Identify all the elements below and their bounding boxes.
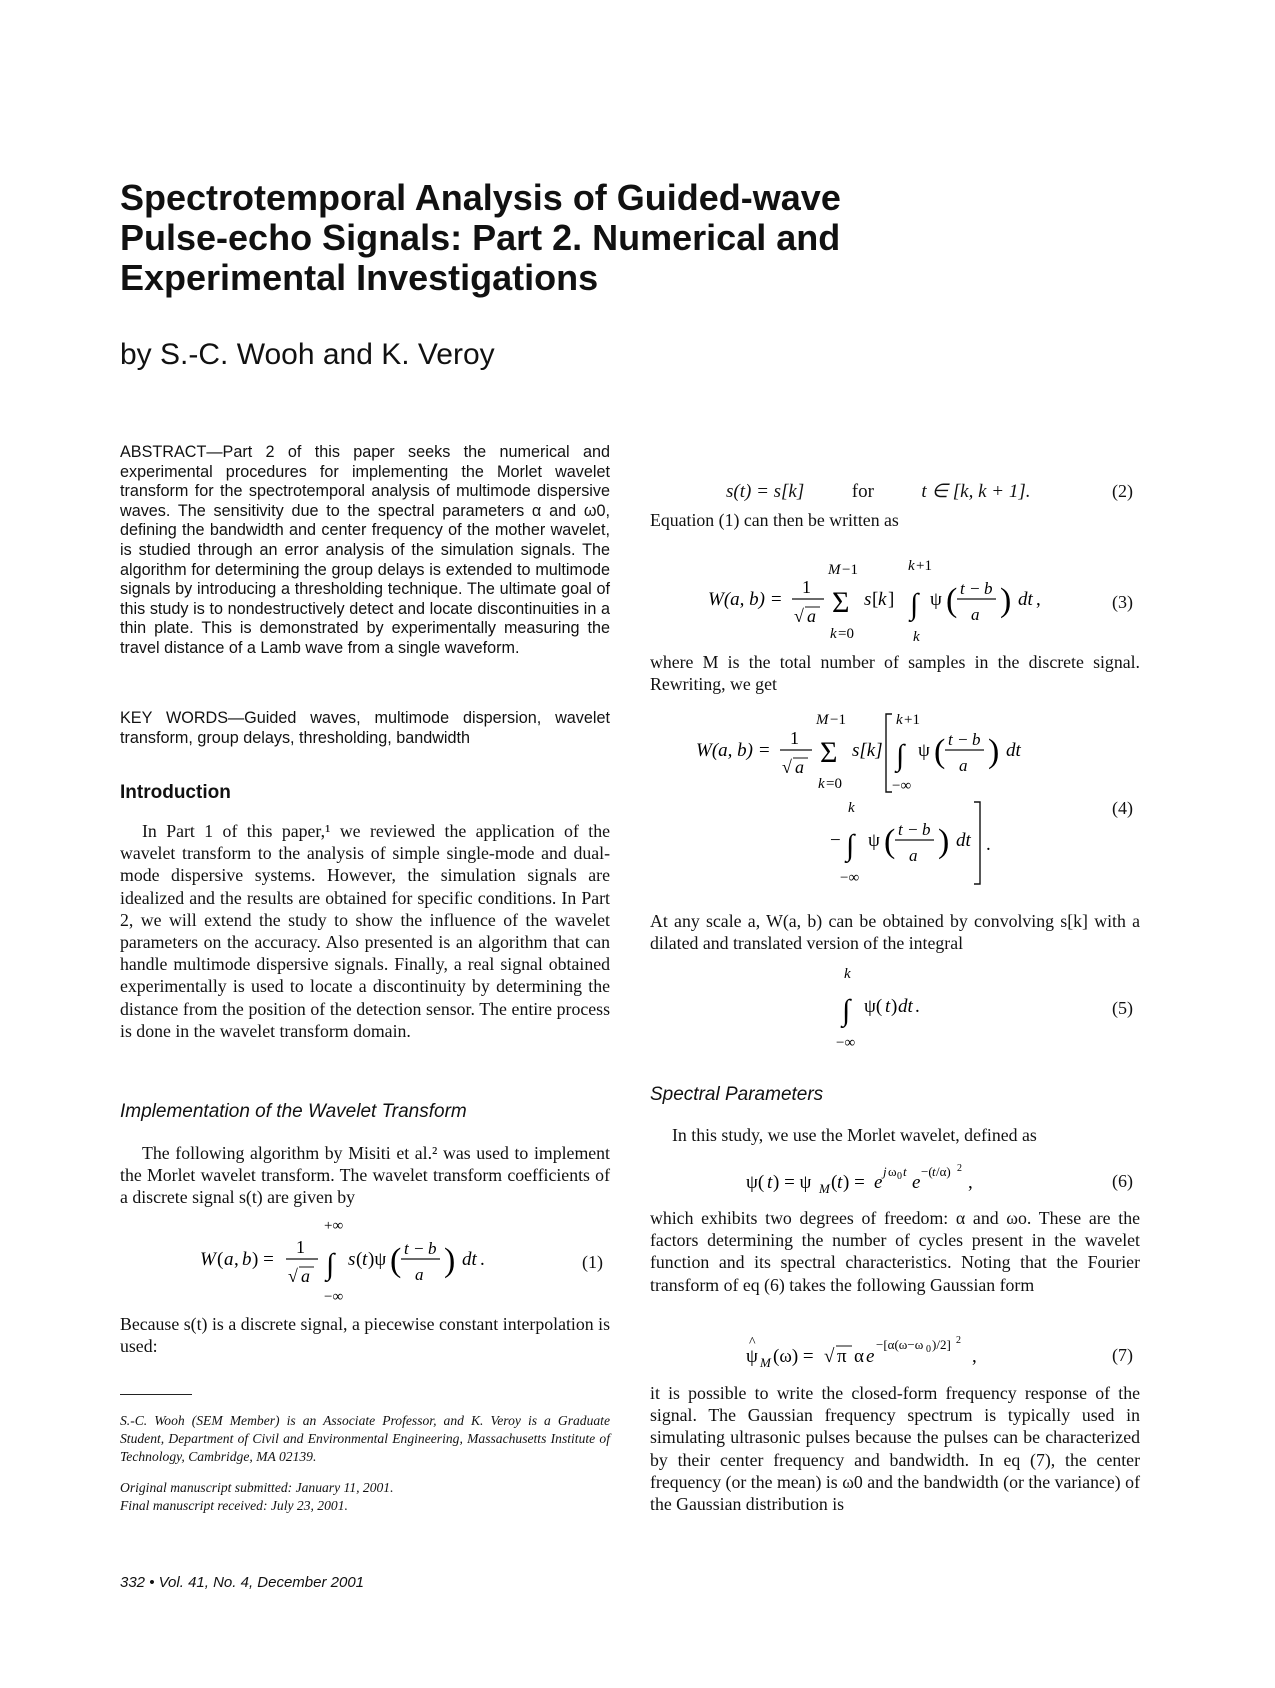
morlet-intro-paragraph: In this study, we use the Morlet wavelet, defined as <box>672 1125 1037 1145</box>
svg-text:.: . <box>915 996 920 1017</box>
svg-text:/α): /α) <box>936 1164 951 1179</box>
svg-text:a: a <box>224 1249 234 1270</box>
svg-text:): ) <box>988 733 1000 770</box>
svg-text:,: , <box>968 1172 973 1193</box>
equation-1-rewrite-text: Equation (1) can then be written as <box>650 510 899 530</box>
svg-text:ψ: ψ <box>868 830 880 851</box>
svg-text:k: k <box>913 629 920 645</box>
svg-text:a: a <box>795 757 804 777</box>
title-line-3: Experimental Investigations <box>120 257 599 298</box>
svg-text:j: j <box>883 1164 887 1179</box>
equation-1 <box>200 1216 540 1306</box>
svg-text:]: ] <box>888 589 895 610</box>
svg-text:k: k <box>818 776 825 792</box>
svg-text:): ) <box>891 996 898 1017</box>
footnote-submitted: Original manuscript submitted: January 11, 2001. <box>120 1480 394 1495</box>
svg-text:s[k]: s[k] <box>852 740 883 761</box>
svg-text:dt: dt <box>1006 740 1021 761</box>
svg-text:t: t <box>885 996 891 1017</box>
svg-text:,: , <box>234 1249 239 1270</box>
svg-text:−∞: −∞ <box>840 870 860 886</box>
svg-text:(: ( <box>390 1242 402 1279</box>
svg-text:0: 0 <box>897 1171 902 1182</box>
svg-text:a: a <box>959 756 968 775</box>
equation-6 <box>746 1160 1046 1200</box>
svg-text:k: k <box>830 626 837 642</box>
svg-text:): ) <box>444 1242 456 1279</box>
svg-text:√: √ <box>794 606 804 626</box>
rewrite-paragraph: where M is the total number of samples in the discrete signal. Rewriting, we get <box>650 652 1140 695</box>
svg-text:(: ( <box>884 823 896 860</box>
svg-text:∫: ∫ <box>846 829 855 862</box>
svg-text:t: t <box>903 1164 907 1179</box>
svg-text:M: M <box>819 1181 830 1196</box>
svg-text:dt: dt <box>462 1249 477 1270</box>
svg-text:+1: +1 <box>916 558 932 574</box>
equation-2-rhs: t ∈ [k, k + 1]. <box>921 481 1031 502</box>
svg-text:1: 1 <box>790 728 799 748</box>
svg-text:∫: ∫ <box>896 739 905 772</box>
frequency-response-paragraph: it is possible to write the closed-form frequency response of the signal. The Gaussian frequency spectrum is typically used in simulating ultrasonic pulses because the pulses can be characterized by their center frequency and bandwidth. In eq (7), the center frequency (or the mean) is ω0 and the bandwidth (or the variance) of the Gaussian distribution is <box>650 1383 1140 1515</box>
page-footer: 332 • Vol. 41, No. 4, December 2001 <box>120 1574 365 1591</box>
svg-text:t: t <box>960 579 965 598</box>
svg-text:√: √ <box>288 1266 298 1286</box>
convolution-paragraph: At any scale a, W(a, b) can be obtained by convolving s[k] with a dilated and translated version of the integral <box>650 911 1140 954</box>
equation-1-number: (1) <box>582 1252 603 1272</box>
footnote-affiliation: S.-C. Wooh (SEM Member) is an Associate Professor, and K. Veroy is a Graduate Student, Department of Civil and Environmental Engineering, Massachusetts Institute of Technology, Cambridge, MA 02139. <box>120 1413 610 1464</box>
svg-text:.: . <box>480 1249 485 1270</box>
svg-text:W: W <box>200 1249 216 1270</box>
svg-text:a: a <box>301 1266 310 1286</box>
svg-text:,: , <box>1036 589 1041 610</box>
svg-text:s: s <box>864 589 872 610</box>
equation-3-number: (3) <box>1112 592 1133 612</box>
svg-text:k: k <box>878 589 887 610</box>
equation-4-number: (4) <box>1112 798 1133 818</box>
svg-text:α: α <box>854 1346 864 1367</box>
svg-text:.: . <box>986 834 991 855</box>
svg-text:dt: dt <box>1018 589 1033 610</box>
svg-text:[: [ <box>872 589 879 610</box>
svg-text:=0: =0 <box>838 626 854 642</box>
abstract: ABSTRACT—Part 2 of this paper seeks the numerical and experimental procedures for implementing the Morlet wavelet transform for the spectrotemporal analysis of multimode dispersive waves. The sensitivity due to the spectral parameters α and ω0, defining the bandwidth and center frequency of the mother wavelet, is studied through an error analysis of the simulation signals. The algorithm for determining the group delays is extended to multimode signals by introducing a thresholding technique. The ultimate goal of this study is to nondestructively detect and locate discontinuities in a thin plate. This is demonstrated by experimentally measuring the travel distance of a Lamb wave from a single waveform. <box>120 443 610 657</box>
svg-text:(: ( <box>946 582 958 619</box>
svg-text:W(a, b) =: W(a, b) = <box>696 740 771 761</box>
svg-text:): ) <box>938 823 950 860</box>
authors: by S.-C. Wooh and K. Veroy <box>120 338 495 371</box>
svg-text:b: b <box>428 1239 437 1258</box>
equation-2-mid: for <box>851 481 874 502</box>
svg-text:−: − <box>830 830 841 851</box>
svg-text:ω: ω <box>888 1164 897 1179</box>
svg-text:−(: −( <box>921 1164 933 1179</box>
equation-5 <box>836 962 996 1052</box>
svg-text:−∞: −∞ <box>836 1035 856 1051</box>
svg-text:k: k <box>844 966 851 982</box>
svg-text:e: e <box>866 1346 875 1367</box>
footnote-received: Final manuscript received: July 23, 2001. <box>120 1498 348 1513</box>
svg-text:b: b <box>242 1249 252 1270</box>
equation-7-number: (7) <box>1112 1345 1133 1365</box>
svg-text:1: 1 <box>296 1237 305 1257</box>
svg-text:,: , <box>972 1346 977 1367</box>
keywords: KEY WORDS—Guided waves, multimode dispersion, wavelet transform, group delays, thresholding, bandwidth <box>120 709 610 747</box>
svg-text:) =: ) = <box>843 1172 865 1193</box>
svg-text:1: 1 <box>802 577 811 597</box>
svg-text:∫: ∫ <box>326 1248 335 1281</box>
svg-text:a: a <box>971 605 980 624</box>
svg-text:−1: −1 <box>842 562 858 578</box>
svg-text:−1: −1 <box>830 712 846 728</box>
svg-text:2: 2 <box>956 1335 961 1346</box>
equation-2 <box>726 480 1030 503</box>
svg-text:−∞: −∞ <box>324 1289 344 1305</box>
svg-text:2: 2 <box>957 1163 962 1174</box>
svg-text:(: ( <box>217 1249 224 1270</box>
svg-text:): ) <box>1000 582 1012 619</box>
svg-text:(: ( <box>831 1172 838 1193</box>
introduction-heading: Introduction <box>120 782 231 803</box>
svg-text:ψ(: ψ( <box>864 996 883 1017</box>
svg-text:b: b <box>922 820 931 839</box>
svg-text:) =: ) = <box>252 1249 274 1270</box>
svg-text:+1: +1 <box>904 712 920 728</box>
svg-text:^: ^ <box>749 1335 756 1350</box>
svg-text:M: M <box>760 1355 771 1370</box>
svg-text:b: b <box>972 730 981 749</box>
svg-text:k: k <box>848 800 855 816</box>
equation-7 <box>746 1332 1066 1376</box>
svg-text:−[α(ω−ω: −[α(ω−ω <box>876 1337 924 1352</box>
svg-text:k: k <box>908 558 915 574</box>
svg-text:t: t <box>767 1172 773 1193</box>
svg-text:t: t <box>898 820 903 839</box>
svg-text:e: e <box>912 1172 921 1193</box>
svg-text:ψ: ψ <box>918 740 930 761</box>
svg-text:(ω) =: (ω) = <box>773 1346 814 1367</box>
svg-text:π: π <box>837 1346 847 1367</box>
svg-text:t: t <box>404 1239 409 1258</box>
svg-text:∫: ∫ <box>842 994 851 1027</box>
svg-text:ψ(: ψ( <box>746 1172 765 1193</box>
svg-text:b: b <box>984 579 993 598</box>
svg-text:t: t <box>948 730 953 749</box>
svg-text:t: t <box>837 1172 843 1193</box>
svg-text:−: − <box>414 1239 424 1258</box>
svg-text:W(a, b) =: W(a, b) = <box>708 589 783 610</box>
implementation-heading: Implementation of the Wavelet Transform <box>120 1101 467 1122</box>
equation-6-number: (6) <box>1112 1171 1133 1191</box>
svg-text:k: k <box>896 712 903 728</box>
svg-text:(: ( <box>356 1249 363 1270</box>
svg-text:√: √ <box>782 757 792 777</box>
svg-text:e: e <box>874 1172 883 1193</box>
equation-2-lhs: s(t) = s[k] <box>726 481 805 502</box>
svg-text:s: s <box>348 1249 356 1270</box>
svg-text:dt: dt <box>898 996 913 1017</box>
svg-text:t: t <box>932 1164 936 1179</box>
title-line-1: Spectrotemporal Analysis of Guided-wave <box>120 177 841 218</box>
svg-text:=0: =0 <box>826 776 842 792</box>
spectral-parameters-heading: Spectral Parameters <box>650 1084 824 1105</box>
svg-text:dt: dt <box>956 830 971 851</box>
svg-text:+∞: +∞ <box>324 1218 344 1234</box>
svg-text:(: ( <box>934 733 946 770</box>
svg-text:Σ: Σ <box>820 736 838 769</box>
svg-text:t: t <box>362 1249 368 1270</box>
paper-title <box>120 178 1020 298</box>
svg-text:a: a <box>909 846 918 865</box>
equation-5-number: (5) <box>1112 998 1133 1018</box>
svg-text:−: − <box>908 820 918 839</box>
equation-2-number: (2) <box>1112 481 1133 501</box>
because-paragraph: Because s(t) is a discrete signal, a piecewise constant interpolation is used: <box>120 1314 610 1357</box>
introduction-paragraph: In Part 1 of this paper,¹ we reviewed the application of the wavelet transform to the analysis of simple single-mode and dual-mode dispersive systems. However, the simulation signals are idealized and the results are obtained for specific conditions. In Part 2, we will extend the study to show the influence of the wavelet parameters on the accuracy. Also presented is an algorithm that can handle multimode dispersive signals. Finally, a real signal obtained experimentally is used to locate a discontinuity by determining the distance from the position of the detection sensor. The entire process is done in the wavelet transform domain. <box>120 821 610 1041</box>
svg-text:Σ: Σ <box>832 586 850 619</box>
footnote-rule <box>120 1394 192 1395</box>
svg-text:0: 0 <box>926 1344 931 1355</box>
title-line-2: Pulse-echo Signals: Part 2. Numerical and <box>120 217 841 258</box>
svg-text:) = ψ: ) = ψ <box>773 1172 812 1193</box>
svg-text:−∞: −∞ <box>892 778 912 794</box>
degrees-of-freedom-paragraph: which exhibits two degrees of freedom: α and ωo. These are the factors determining the number of cycles present in the wavelet function and its spectral characteristics. Noting that the Fourier transform of eq (6) takes the following Gaussian form <box>650 1208 1140 1295</box>
svg-text:∫: ∫ <box>910 588 919 621</box>
svg-text:)ψ: )ψ <box>368 1249 387 1270</box>
equation-3 <box>708 556 1088 646</box>
implementation-paragraph: The following algorithm by Misiti et al.² was used to implement the Morlet wavelet transform. The wavelet transform coefficients of a discrete signal s(t) are given by <box>120 1143 610 1208</box>
svg-text:ψ: ψ <box>746 1346 758 1367</box>
equation-4 <box>696 710 1076 900</box>
svg-text:)/2]: )/2] <box>932 1337 951 1352</box>
svg-text:a: a <box>415 1265 424 1284</box>
svg-text:a: a <box>807 606 816 626</box>
svg-text:ψ: ψ <box>930 589 942 610</box>
svg-text:√: √ <box>824 1346 835 1367</box>
svg-text:M: M <box>828 562 841 578</box>
svg-text:M: M <box>816 712 829 728</box>
svg-text:−: − <box>958 730 968 749</box>
svg-text:−: − <box>970 579 980 598</box>
